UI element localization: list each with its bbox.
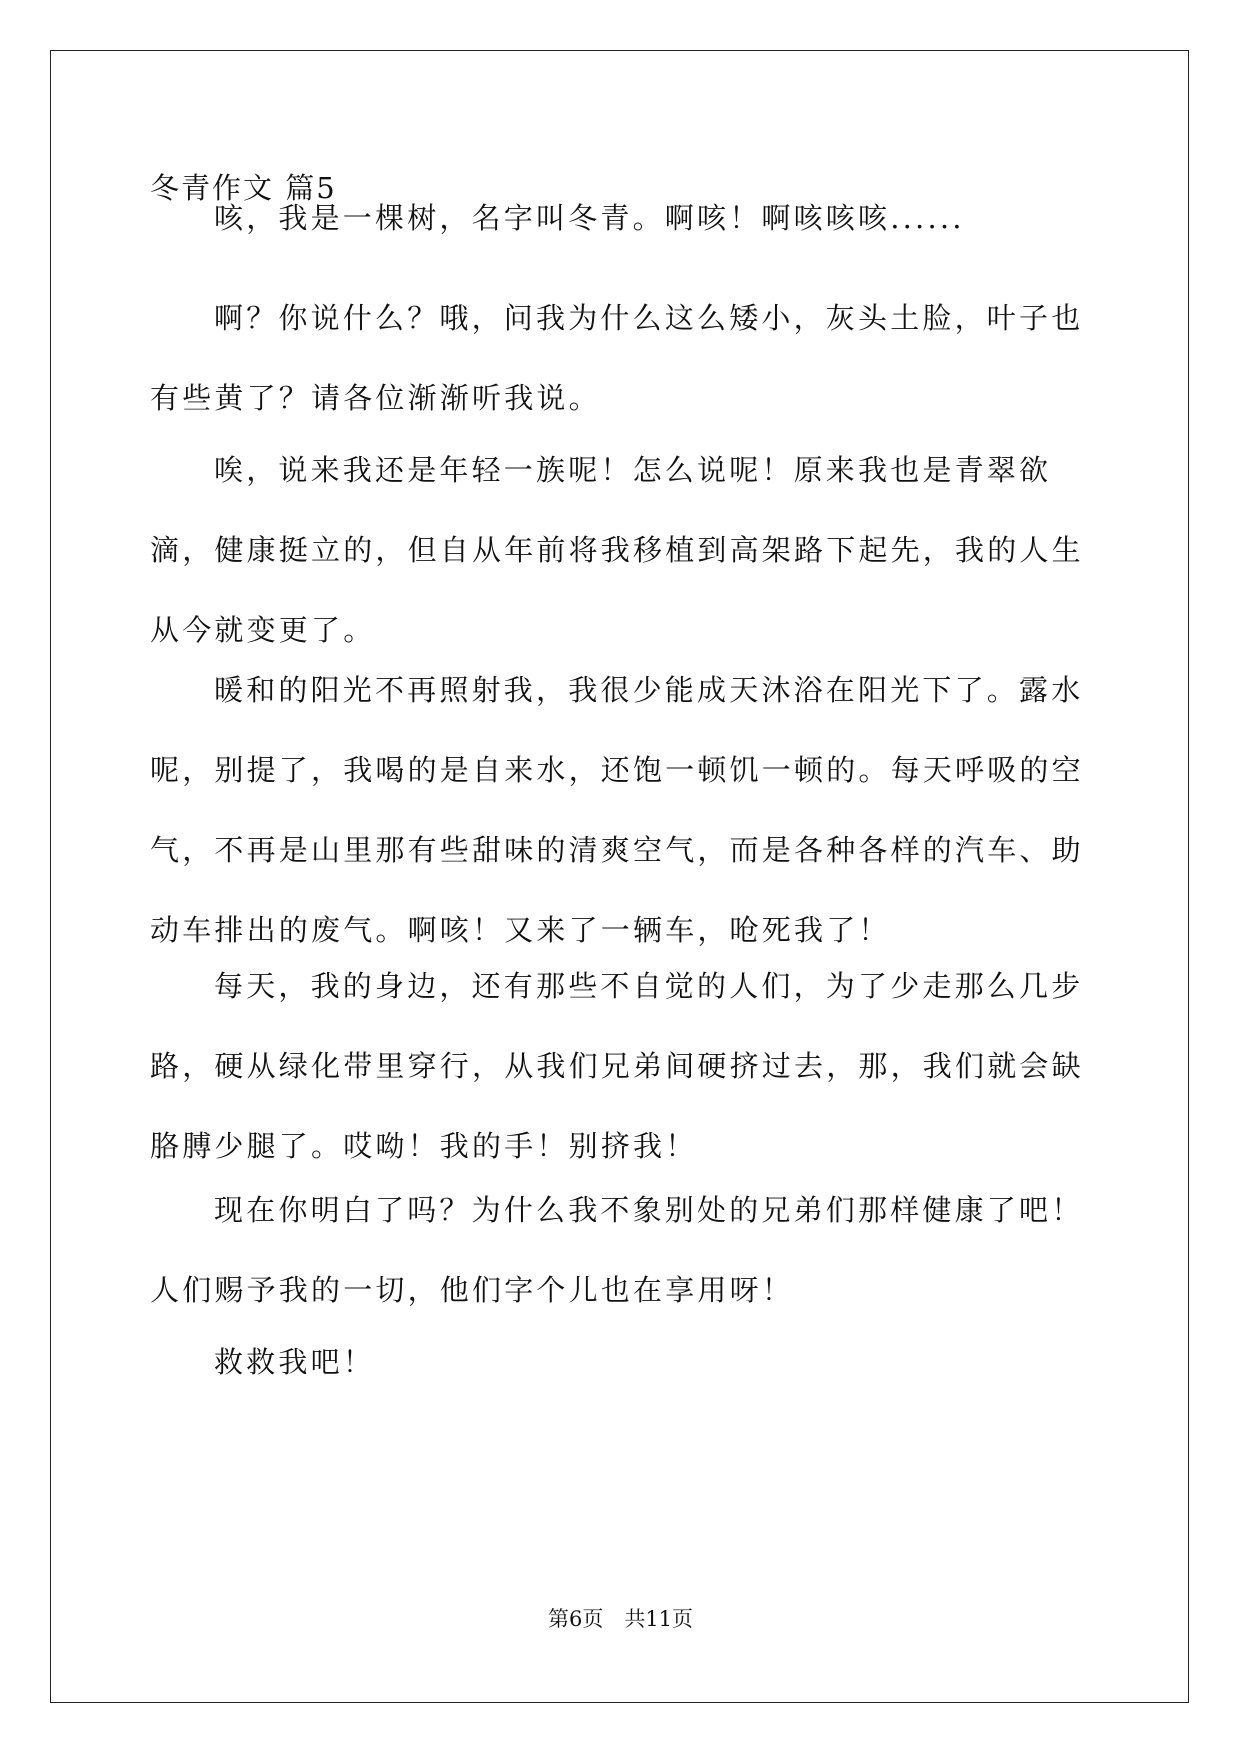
page-number-footer: 第6页 共11页 xyxy=(547,1607,694,1631)
paragraph-1: 咳，我是一棵树，名字叫冬青。啊咳！啊咳咳咳...... xyxy=(214,201,965,235)
paragraph-6: 现在你明白了吗？为什么我不象别处的兄弟们那样健康了吧！人们赐予我的一切，他们字个儿也在享用呀！ xyxy=(150,1193,1084,1307)
paragraph-3: 唉，说来我还是年轻一族呢！怎么说呢！原来我也是青翠欲滴，健康挺立的，但自从年前将我移植到高架路下起先，我的人生从今就变更了。 xyxy=(150,453,1084,647)
paragraph-5: 每天，我的身边，还有那些不自觉的人们，为了少走那么几步路，硬从绿化带里穿行，从我们兄弟间硬挤过去，那，我们就会缺胳膊少腿了。哎呦！我的手！别挤我！ xyxy=(150,969,1084,1163)
document-title: 冬青作文 篇5 xyxy=(150,171,337,205)
paragraph-7: 救救我吧！ xyxy=(214,1345,376,1379)
paragraph-2: 啊？你说什么？哦，问我为什么这么矮小，灰头土脸，叶子也有些黄了？请各位渐渐听我说。 xyxy=(150,301,1084,415)
paragraph-4: 暖和的阳光不再照射我，我很少能成天沐浴在阳光下了。露水呢，别提了，我喝的是自来水，还饱一顿饥一顿的。每天呼吸的空气，不再是山里那有些甜味的清爽空气，而是各种各样的汽车、助动车排出的废气。啊咳！又来了一辆车，呛死我了！ xyxy=(150,673,1084,947)
